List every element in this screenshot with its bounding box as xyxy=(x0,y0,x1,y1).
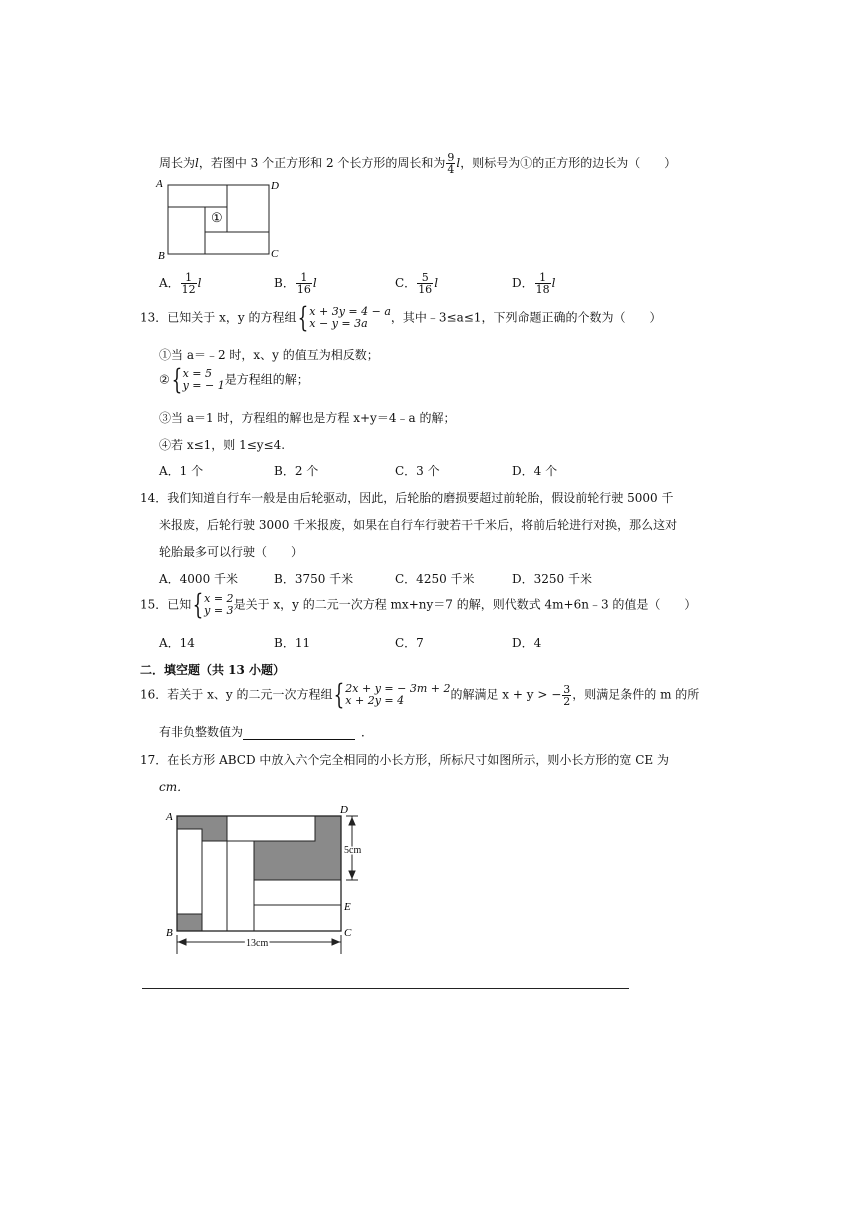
q12-label-C: C xyxy=(271,248,279,260)
q12-option-b-num: 1 xyxy=(296,272,312,284)
q13-stem-a: 已知关于 x，y 的方程组 xyxy=(167,310,297,325)
q12-option-d xyxy=(512,272,555,295)
q13-item3: ③当 a＝1 时，方程组的解也是方程 x+y＝4﹣a 的解； xyxy=(159,411,456,425)
q17-label-D: D xyxy=(340,804,348,816)
q16-number: 16． xyxy=(140,687,168,702)
q12-option-c-num: 5 xyxy=(417,272,433,284)
q12-var-l-2: l xyxy=(456,156,461,170)
q16-line2 xyxy=(159,723,373,740)
q14-option-b: B．3750 千米 xyxy=(274,572,354,586)
q13-eq2: x − y = 3a xyxy=(309,317,368,330)
q16-brace: { xyxy=(334,678,345,711)
q12-label-A: A xyxy=(156,178,163,190)
q15-system xyxy=(204,593,233,617)
q13-stem-b: ，其中﹣3≤a≤1，下列命题正确的个数为（ ） xyxy=(390,310,662,325)
section2-title: 二．填空题（共 13 小题） xyxy=(140,663,286,677)
q12-option-d-den: 18 xyxy=(535,283,550,296)
q17-rect-vert-2 xyxy=(202,841,227,931)
q15-stem-a: 已知 xyxy=(167,597,192,612)
q13-option-c: C．3 个 xyxy=(395,464,440,478)
q16-system xyxy=(345,683,450,707)
q12-stem-c: ，则标号为①的正方形的边长为（ ） xyxy=(460,156,677,170)
q12-option-d-label: D． xyxy=(512,276,534,290)
q12-option-c-den: 16 xyxy=(418,283,433,296)
q17-label-B: B xyxy=(166,927,173,939)
q17-label-C: C xyxy=(344,927,352,939)
q12-option-a-var: l xyxy=(197,276,202,290)
q14-number: 14． xyxy=(140,491,168,505)
q13-eq1: x + 3y = 4 − a xyxy=(309,305,391,318)
q12-label-circle-1: ① xyxy=(211,210,223,225)
q15-brace: { xyxy=(192,588,204,621)
q16-frac-den: 2 xyxy=(563,694,571,708)
q16-eq1: 2x + y = − 3m + 2 xyxy=(345,682,451,695)
q12-stem xyxy=(159,152,676,175)
q13-option-d: D．4 个 xyxy=(512,464,558,478)
q13-item4: ④若 x≤1，则 1≤y≤4. xyxy=(159,438,286,452)
q16-line2-text: 有非负整数值为 xyxy=(159,725,244,739)
q13-item2-system xyxy=(183,368,225,392)
q13-item2-prefix: ② xyxy=(159,372,170,387)
q12-option-d-num: 1 xyxy=(535,272,551,284)
q14-option-d: D．3250 千米 xyxy=(512,572,592,586)
q17-line1 xyxy=(140,751,669,768)
q12-option-a-label: A． xyxy=(159,276,180,290)
q16-stem xyxy=(140,678,700,711)
q17-rect-top xyxy=(227,816,315,841)
q16-stem-b: 的解满足 x + y > − xyxy=(450,687,562,702)
q17-line2: cm． xyxy=(159,780,190,794)
q16-answer-blank[interactable] xyxy=(243,727,355,740)
q14-line1 xyxy=(140,489,673,506)
q17-label-E: E xyxy=(344,901,351,913)
q17-dim-5cm: 5cm xyxy=(344,845,362,856)
q12-option-a-num: 1 xyxy=(181,272,197,284)
q13-option-a: A．1 个 xyxy=(159,464,204,478)
q17-number: 17． xyxy=(140,753,168,767)
q16-frac-num: 3 xyxy=(563,682,571,696)
q15-eq1: x = 2 xyxy=(204,592,234,605)
q13-item2-suffix: 是方程组的解； xyxy=(224,372,309,387)
q16-stem-c: ，则满足条件的 m 的所 xyxy=(572,687,700,702)
q15-eq2: y = 3 xyxy=(204,604,234,617)
q16-eq2: x + 2y = 4 xyxy=(345,694,405,707)
q13-option-b: B．2 个 xyxy=(274,464,319,478)
q14-line1-text: 我们知道自行车一般是由后轮驱动，因此，后轮胎的磨损要超过前轮胎，假设前轮行驶 5000 千 xyxy=(167,491,674,505)
q17-figure xyxy=(160,802,375,957)
q17-line1-text: 在长方形 ABCD 中放入六个完全相同的小长方形，所标尺寸如图所示，则小长方形的宽 CE 为 xyxy=(167,753,669,767)
q17-rect-vert-3 xyxy=(227,841,254,931)
q12-option-b xyxy=(274,272,317,295)
q13-brace: { xyxy=(298,301,309,334)
q12-stem-b: ，若图中 3 个正方形和 2 个长方形的周长和为 xyxy=(198,156,446,170)
q12-frac-num: 9 xyxy=(447,151,455,164)
q12-option-b-var: l xyxy=(312,276,317,290)
q14-line3: 轮胎最多可以行驶（ ） xyxy=(159,545,304,559)
q17-dim-13cm: 13cm xyxy=(246,938,269,949)
q13-number: 13． xyxy=(140,310,168,325)
q15-option-a: A．14 xyxy=(159,636,195,650)
q15-option-b: B．11 xyxy=(274,636,311,650)
q16-stem-a: 若关于 x、y 的二元一次方程组 xyxy=(167,687,333,702)
q14-option-a: A．4000 千米 xyxy=(159,572,239,586)
q13-item1: ①当 a＝﹣2 时，x、y 的值互为相反数； xyxy=(159,348,379,362)
q12-frac-den: 4 xyxy=(447,163,455,176)
q12-label-B: B xyxy=(158,250,165,262)
footer-divider xyxy=(142,988,629,989)
q12-option-c-var: l xyxy=(434,276,439,290)
q13-item2-brace: { xyxy=(171,363,183,396)
q16-fraction xyxy=(562,684,571,707)
q15-stem-b: 是关于 x，y 的二元一次方程 mx+ny＝7 的解，则代数式 4m+6n﹣3 的值是（ ） xyxy=(233,597,697,612)
q12-option-c-label: C． xyxy=(395,276,417,290)
q12-var-l: l xyxy=(195,156,199,170)
q16-line2-end: ． xyxy=(361,725,374,739)
q13-stem xyxy=(140,301,662,334)
q12-fraction xyxy=(446,152,455,175)
q12-option-a-den: 12 xyxy=(181,283,196,296)
q17-rect-horiz-1 xyxy=(254,880,341,905)
q17-shaded-bottom-left xyxy=(177,914,202,931)
q13-item2-eq2: y = − 1 xyxy=(182,379,225,392)
q12-figure xyxy=(155,176,290,264)
q15-stem xyxy=(140,588,697,621)
q12-option-d-var: l xyxy=(551,276,556,290)
q12-option-c xyxy=(395,272,438,295)
q15-number: 15． xyxy=(140,597,168,612)
q12-label-D: D xyxy=(271,180,279,192)
q17-label-A: A xyxy=(166,811,173,823)
q12-option-a xyxy=(159,272,202,295)
q12-option-b-label: B． xyxy=(274,276,295,290)
q13-system xyxy=(309,306,391,330)
q12-stem-a: 周长为 xyxy=(159,156,196,170)
q15-option-d: D．4 xyxy=(512,636,542,650)
q15-option-c: C．7 xyxy=(395,636,424,650)
q17-rect-vert-1 xyxy=(177,829,202,914)
q17-rect-horiz-2 xyxy=(254,905,341,931)
q14-option-c: C．4250 千米 xyxy=(395,572,475,586)
q14-line2: 米报废，后轮行驶 3000 千米报废，如果在自行车行驶若干千米后，将前后轮进行对换，那么这对 xyxy=(159,518,678,532)
q13-item2-eq1: x = 5 xyxy=(182,367,213,380)
q13-item2 xyxy=(159,363,309,396)
q12-option-b-den: 16 xyxy=(296,283,311,296)
